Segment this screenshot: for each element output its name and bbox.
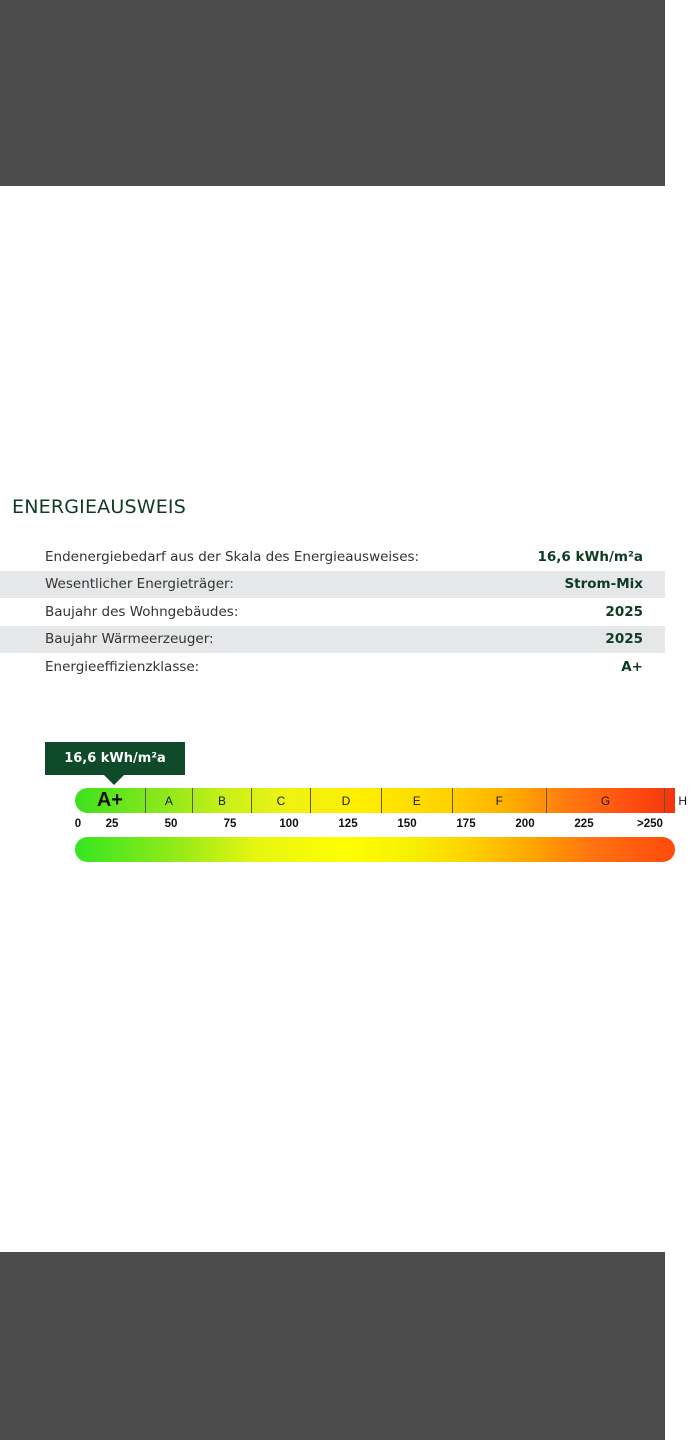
info-row-energietraeger: [0, 571, 665, 599]
row-label: Endenergiebedarf aus der Skala des Energieausweises:: [45, 548, 420, 565]
scale-tick-label: 125: [338, 818, 358, 830]
scale-tick-label: 0: [74, 818, 82, 830]
info-row-baujahr-gebaeude: [0, 598, 665, 626]
scale-tick-label: 50: [164, 818, 178, 830]
scale-tick-label: 200: [515, 818, 535, 830]
energy-value-indicator: 16,6 kWh/m²a: [45, 742, 185, 775]
energy-class-f: F: [453, 788, 547, 813]
row-value: Strom-Mix: [564, 576, 643, 593]
energy-class-d: D: [311, 788, 382, 813]
energy-info-table: [0, 543, 665, 681]
row-label: Baujahr Wärmeerzeuger:: [45, 631, 214, 648]
energy-class-b: B: [193, 788, 252, 813]
energy-class-scale: [75, 788, 688, 813]
info-row-baujahr-waermeerzeuger: [0, 626, 665, 654]
info-row-endenergiebedarf: [0, 543, 665, 571]
scale-tick-label: 100: [279, 818, 299, 830]
scale-tick-label: >250: [637, 818, 663, 830]
energy-class-c: C: [252, 788, 311, 813]
scale-tick-label: 175: [456, 818, 476, 830]
energy-class-h: H: [678, 793, 688, 808]
row-value: 2025: [605, 603, 643, 620]
scale-ticks: [0, 818, 665, 834]
top-dark-band: [0, 0, 665, 186]
row-label: Energieeffizienzklasse:: [45, 658, 200, 675]
energy-class-g: G: [547, 788, 665, 813]
scale-tick-label: 75: [223, 818, 237, 830]
energy-class-a: A: [146, 788, 193, 813]
scale-tick-label: 225: [574, 818, 594, 830]
row-value: 2025: [605, 631, 643, 648]
indicator-pointer: [104, 775, 124, 785]
row-label: Wesentlicher Energieträger:: [45, 576, 234, 593]
row-label: Baujahr des Wohngebäudes:: [45, 603, 239, 620]
scale-tick-label: 150: [397, 818, 417, 830]
scale-tick-label: 25: [105, 818, 119, 830]
energy-class-e: E: [382, 788, 453, 813]
energy-class-a-plus: A+: [75, 788, 146, 813]
row-value: A+: [621, 658, 643, 675]
section-title: ENERGIEAUSWEIS: [12, 495, 186, 518]
energy-gradient-bar: [75, 837, 675, 862]
bottom-dark-band: [0, 1252, 665, 1440]
info-row-effizienzklasse: [0, 653, 665, 681]
row-value: 16,6 kWh/m²a: [537, 548, 643, 565]
